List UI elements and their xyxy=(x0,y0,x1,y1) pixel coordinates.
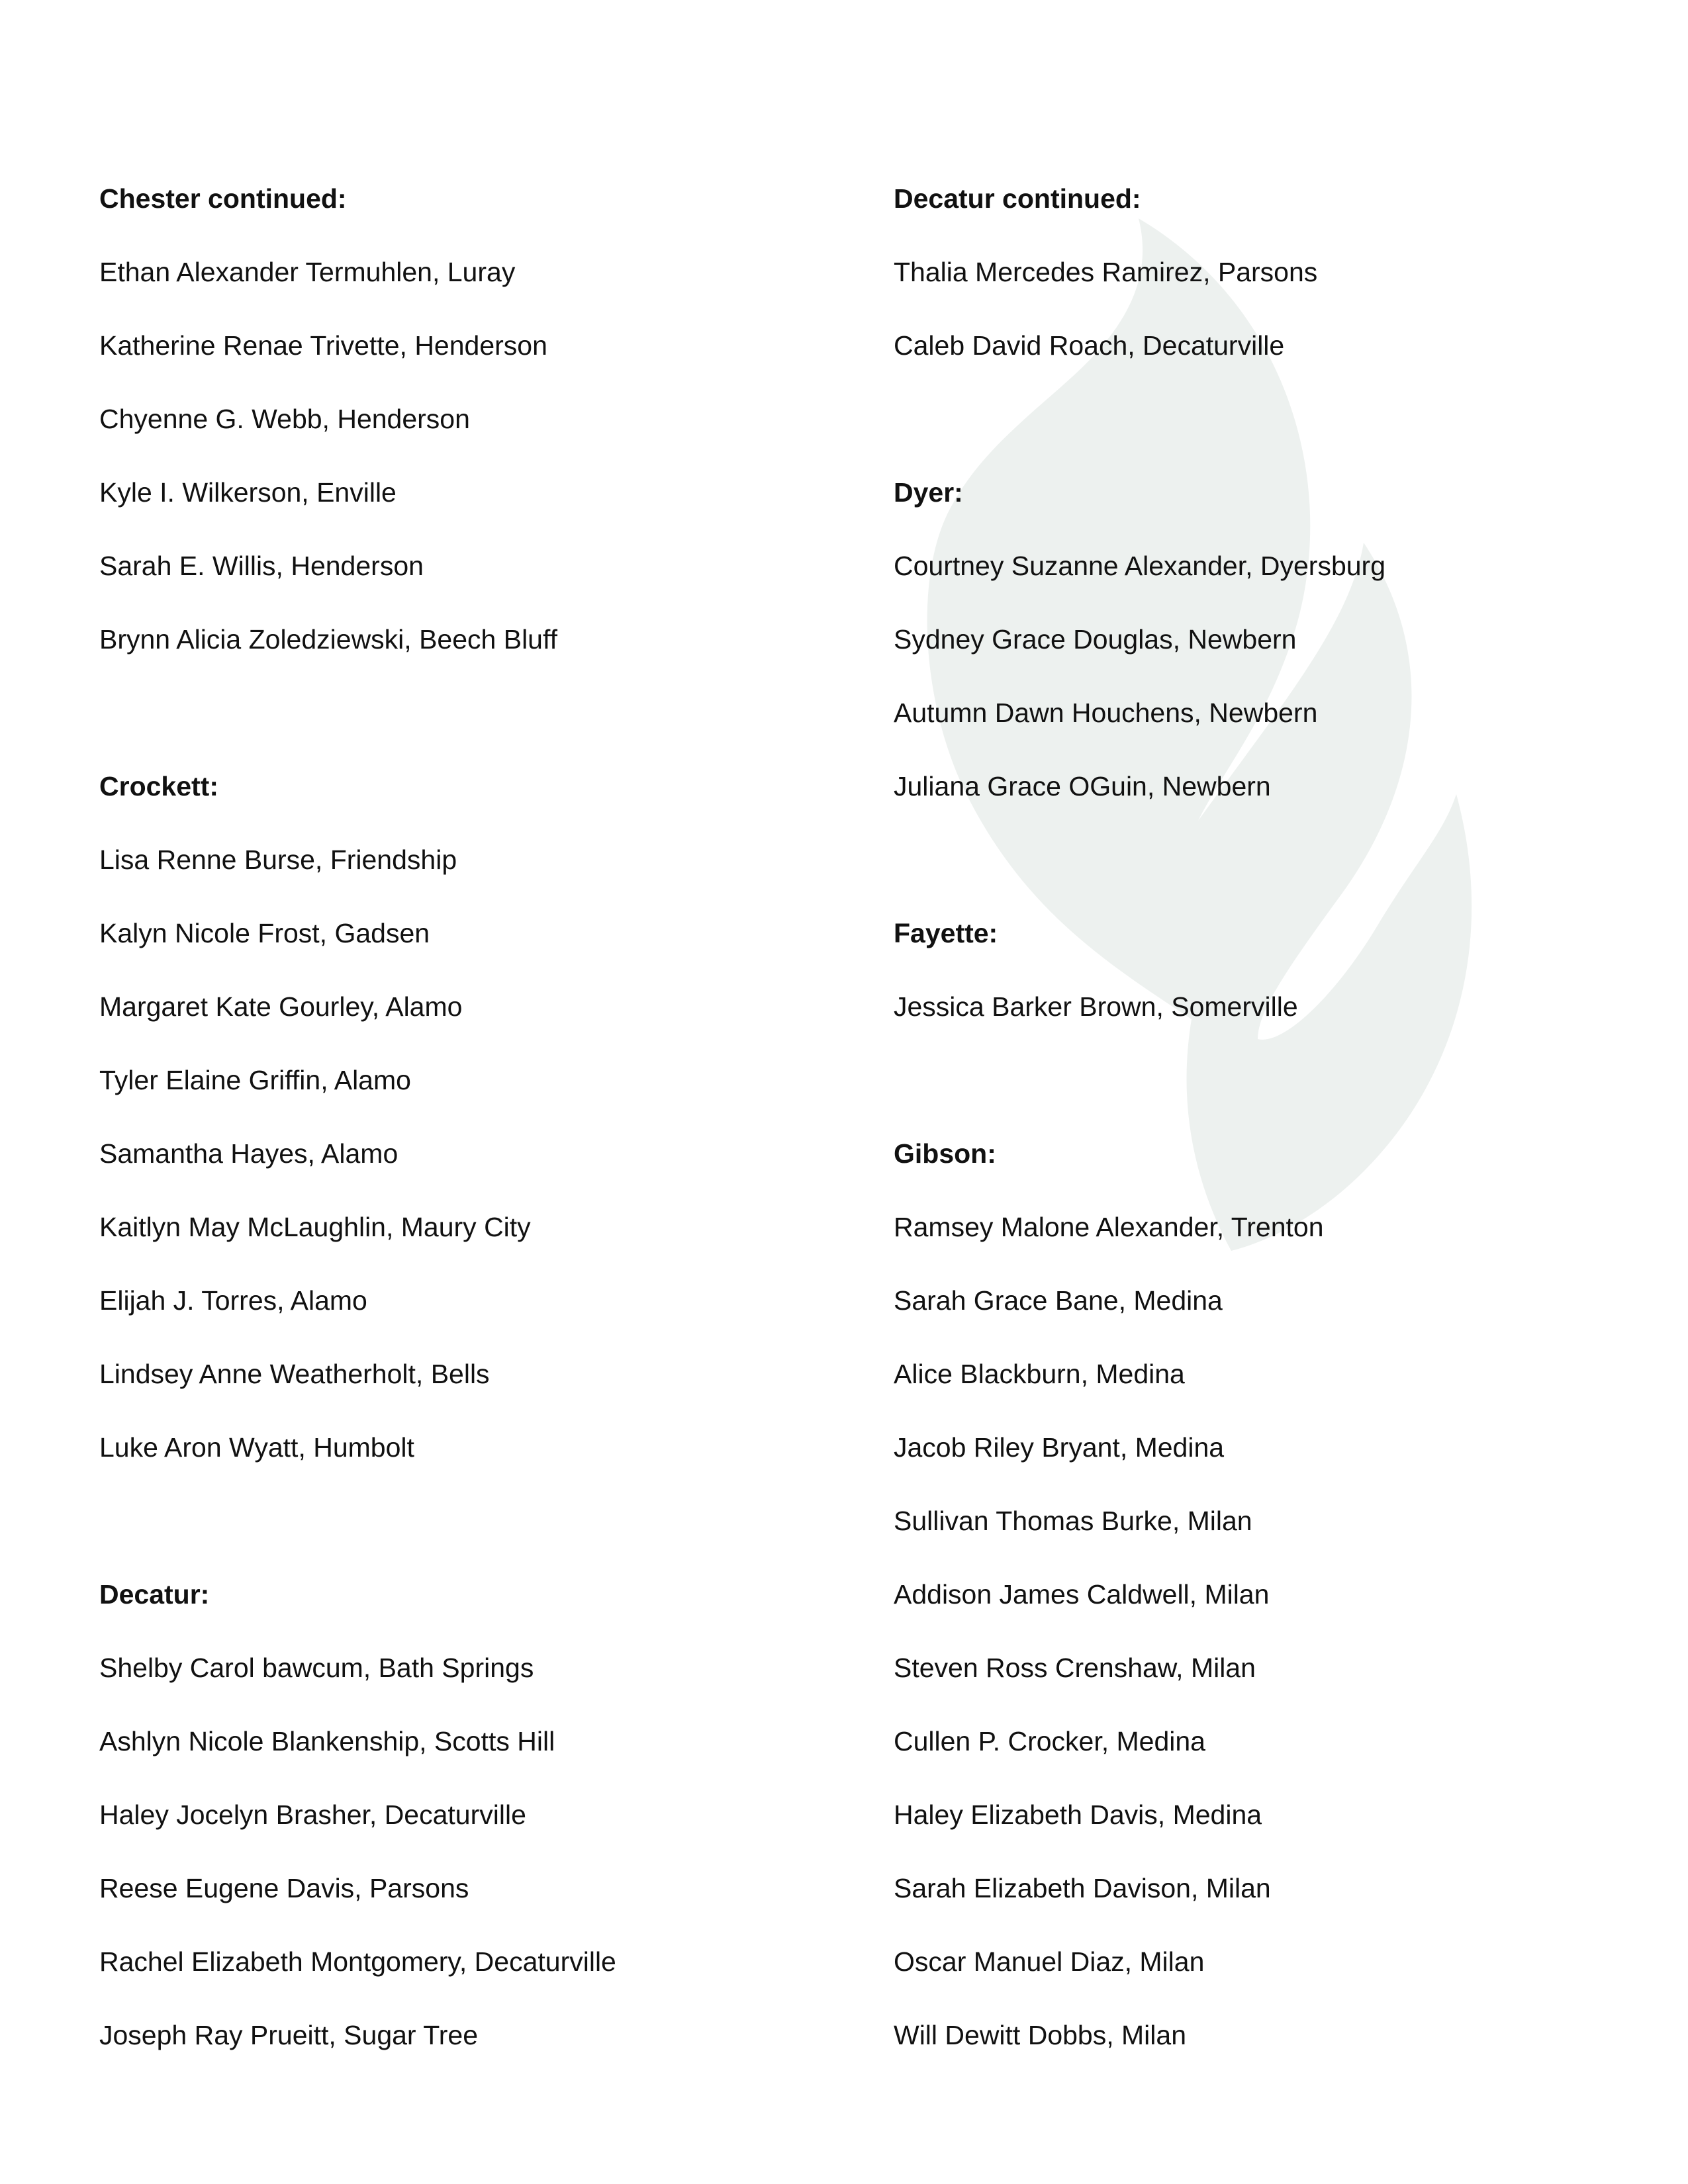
list-item: Caleb David Roach, Decaturville xyxy=(894,330,1285,361)
list-item: Kaitlyn May McLaughlin, Maury City xyxy=(99,1212,531,1242)
list-item: Rachel Elizabeth Montgomery, Decaturville xyxy=(99,1946,616,1977)
list-item: Jessica Barker Brown, Somerville xyxy=(894,991,1298,1022)
list-item: Katherine Renae Trivette, Henderson xyxy=(99,330,547,361)
list-item: Kalyn Nicole Frost, Gadsen xyxy=(99,918,430,948)
section-heading: Fayette: xyxy=(894,918,998,948)
left-column xyxy=(99,180,827,2090)
list-item: Kyle I. Wilkerson, Enville xyxy=(99,477,397,508)
list-item: Samantha Hayes, Alamo xyxy=(99,1138,399,1169)
list-item: Elijah J. Torres, Alamo xyxy=(99,1285,367,1316)
list-item: Ashlyn Nicole Blankenship, Scotts Hill xyxy=(99,1726,555,1756)
list-item: Lisa Renne Burse, Friendship xyxy=(99,844,457,875)
section-heading: Dyer: xyxy=(894,477,963,508)
section-heading: Decatur continued: xyxy=(894,183,1141,214)
section-spacer xyxy=(99,694,827,768)
section-heading: Crockett: xyxy=(99,771,218,801)
list-item: Oscar Manuel Diaz, Milan xyxy=(894,1946,1205,1977)
list-item: Sarah E. Willis, Henderson xyxy=(99,551,424,581)
list-item: Courtney Suzanne Alexander, Dyersburg xyxy=(894,551,1386,581)
list-item: Alice Blackburn, Medina xyxy=(894,1359,1185,1389)
list-item: Thalia Mercedes Ramirez, Parsons xyxy=(894,257,1318,287)
list-item: Ethan Alexander Termuhlen, Luray xyxy=(99,257,516,287)
list-item: Jacob Riley Bryant, Medina xyxy=(894,1432,1225,1463)
list-item: Margaret Kate Gourley, Alamo xyxy=(99,991,463,1022)
list-item: Sarah Grace Bane, Medina xyxy=(894,1285,1223,1316)
list-item: Haley Jocelyn Brasher, Decaturville xyxy=(99,1799,526,1830)
list-item: Chyenne G. Webb, Henderson xyxy=(99,404,470,434)
list-item: Steven Ross Crenshaw, Milan xyxy=(894,1653,1256,1683)
section-spacer xyxy=(99,1502,827,1576)
list-item: Lindsey Anne Weatherholt, Bells xyxy=(99,1359,490,1389)
section-heading: Decatur: xyxy=(99,1579,210,1610)
list-item: Shelby Carol bawcum, Bath Springs xyxy=(99,1653,534,1683)
section-spacer xyxy=(894,1062,1622,1135)
list-item: Juliana Grace OGuin, Newbern xyxy=(894,771,1271,801)
list-item: Luke Aron Wyatt, Humbolt xyxy=(99,1432,414,1463)
list-item: Haley Elizabeth Davis, Medina xyxy=(894,1799,1262,1830)
section-spacer xyxy=(894,400,1622,474)
right-column xyxy=(894,180,1622,2090)
list-item: Reese Eugene Davis, Parsons xyxy=(99,1873,469,1903)
list-item: Autumn Dawn Houchens, Newbern xyxy=(894,698,1318,728)
section-heading: Gibson: xyxy=(894,1138,996,1169)
list-item: Cullen P. Crocker, Medina xyxy=(894,1726,1205,1756)
list-item: Brynn Alicia Zoledziewski, Beech Bluff xyxy=(99,624,558,655)
list-item: Sydney Grace Douglas, Newbern xyxy=(894,624,1297,655)
list-item: Will Dewitt Dobbs, Milan xyxy=(894,2020,1186,2050)
list-item: Sarah Elizabeth Davison, Milan xyxy=(894,1873,1271,1903)
section-spacer xyxy=(894,841,1622,915)
list-item: Tyler Elaine Griffin, Alamo xyxy=(99,1065,411,1095)
section-heading: Chester continued: xyxy=(99,183,347,214)
list-item: Joseph Ray Prueitt, Sugar Tree xyxy=(99,2020,479,2050)
list-item: Sullivan Thomas Burke, Milan xyxy=(894,1506,1252,1536)
list-item: Addison James Caldwell, Milan xyxy=(894,1579,1270,1610)
list-item: Ramsey Malone Alexander, Trenton xyxy=(894,1212,1324,1242)
